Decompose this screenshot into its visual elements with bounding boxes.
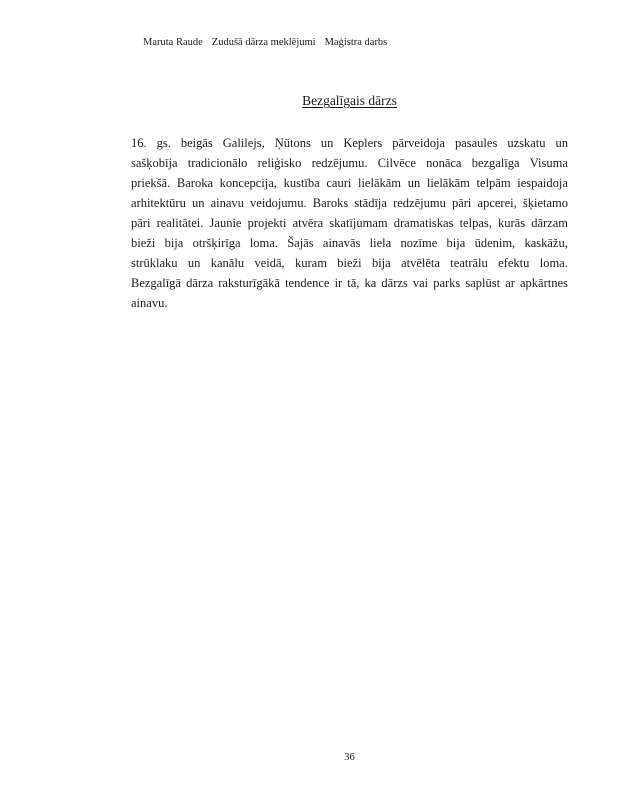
header-work-title: Zudušā dārza meklējumi	[211, 37, 316, 48]
paragraph-line: pāri realitātei. Jaunie projekti atvēra skatījumam dramatiskas telpas, kurās dārzam	[131, 216, 568, 230]
paragraph-line: sašķobīja tradicionālo reliģisko redzējumu. Cilvēce nonāca bezgalīga Visuma	[131, 156, 568, 170]
paragraph-line: arhitektūru un ainavu veidojumu. Baroks stādīja redzējumu pāri apcerei, šķietamo	[131, 196, 568, 210]
running-header	[143, 36, 387, 49]
page-number: 36	[344, 752, 355, 763]
section-title	[131, 92, 568, 109]
paragraph-line: strūklaku un kanālu veidā, kuram bieži bija atvēlēta teatrālu efektu loma.	[131, 256, 568, 270]
body-paragraph	[131, 133, 568, 313]
header-work-type: Maģistra darbs	[324, 37, 388, 48]
paragraph-line: 16. gs. beigās Galilejs, Ņūtons un Keplers pārveidoja pasaules uzskatu un	[131, 136, 568, 150]
header-author: Maruta Raude	[143, 37, 203, 48]
paragraph-line: priekšā. Baroka koncepcija, kustība cauri lielākām un lielākām telpām iespaidoja	[131, 176, 568, 190]
section-title-text: Bezgalīgais dārzs	[302, 93, 397, 108]
paragraph-line: ainavu.	[131, 296, 168, 310]
paragraph-line: Bezgalīgā dārza raksturīgākā tendence ir tā, ka dārzs vai parks saplūst ar apkārtnes	[131, 276, 568, 290]
paragraph-line: bieži bija otršķirīga loma. Šajās ainavās liela nozīme bija ūdenim, kaskāžu,	[131, 236, 568, 250]
